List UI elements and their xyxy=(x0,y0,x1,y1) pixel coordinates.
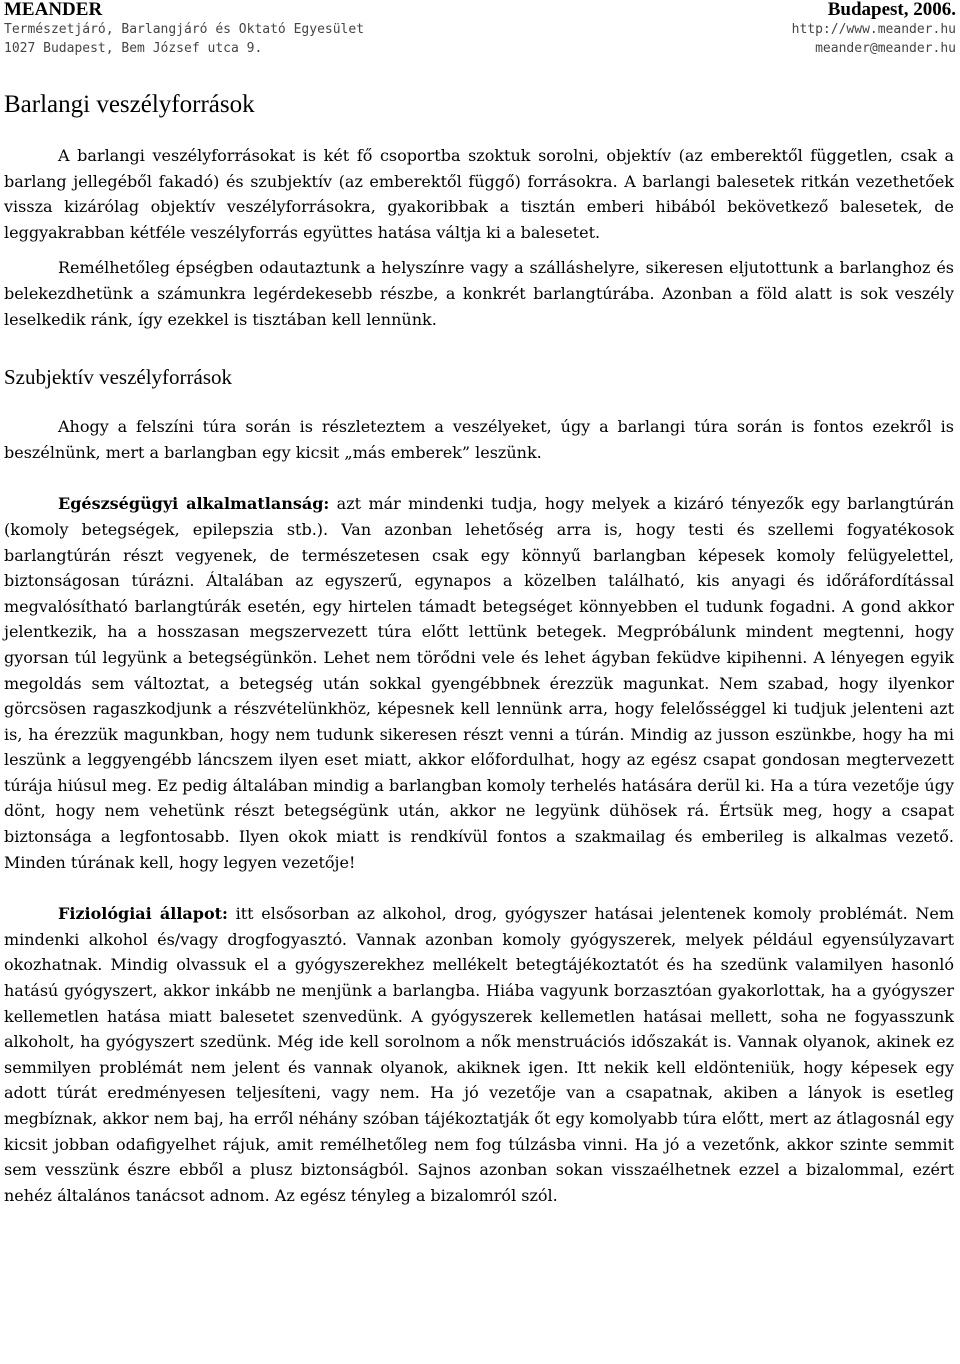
org-address: 1027 Budapest, Bem József utca 9. xyxy=(4,41,263,56)
health-lead: Egészségügyi alkalmatlanság: xyxy=(58,494,330,514)
health-paragraph xyxy=(4,491,954,875)
email-link[interactable]: meander@meander.hu xyxy=(815,41,956,56)
spacer xyxy=(4,245,954,255)
org-full-name: Természetjáró, Barlangjáró és Oktató Egyesület xyxy=(4,22,365,37)
spacer xyxy=(4,390,954,414)
document-body xyxy=(4,143,954,1208)
intro-paragraph-1: A barlangi veszélyforrásokat is két fő csoportba szoktuk sorolni, objektív (az emberektől független, csak a barlang jellegéből fakadó) és szubjektív (az emberektől függő) forrásokra. A barlangi balesetek ritkán vezethetőek vissza kizárólag objektív veszélyforrásokra, gyakoribbak a tisztán emberi hibából bekövetkező balesetek, de leggyakrabban kétféle veszélyforrás együttes hatása váltja ki a balesetet. xyxy=(4,146,954,242)
physiology-text: itt elsősorban az alkohol, drog, gyógyszer hatásai jelentenek komoly problémát. Nem mindenki alkohol és/vagy drogfogyasztó. Vannak azonban komoly gyógyszerek, melyek például egyensúlyzavart okozhatnak. Mindig olvassuk el a gyógyszerekhez mellékelt betegtájékoztatót és ha szedünk valamilyen hasonló hatású gyógyszert, akkor inkább ne menjünk a barlangba. Hiába vagyunk borzasztóan gyakorlottak, ha a gyógyszer kellemetlen hatása miatt balesetet szenvedünk. A gyógyszerek kellemetlen hatásai mellett, soha ne fogyasszunk alkoholt, ha gyógyszert szedünk. Még ide kell sorolnom a nők menstruációs időszakát is. Vannak olyanok, akinek ez semmilyen problémát nem jelent és vannak olyanok, akiknek igen. Itt nekik kell eldönteniük, hogy képesek egy adott túrát eredményesen teljesíteni, vagy nem. Ha jó vezetője van a csapatnak, akiben a lányok is esetleg megbíznak, akkor nem baj, ha erről néhány szóban tájékoztatják őt egy komolyabb túra előtt, mert az átlagosnál egy kicsit jobban odafigyelhet rájuk, amit remélhetőleg nem fog túlzásba vinni. Ha jó a vezetőnk, akkor szinte semmit sem vesszünk észre ebből a plusz biztonságból. Sajnos azonban sokan visszaélhetnek ezzel a bizalommal, ezért nehéz általános tanácsot adnom. Az egész tényleg a bizalomról szól. xyxy=(4,904,954,1205)
place-date: Budapest, 2006. xyxy=(827,0,956,20)
header-row-middle xyxy=(4,20,956,39)
page-header xyxy=(4,0,956,64)
header-row-top xyxy=(4,0,956,20)
section-title: Szubjektív veszélyforrások xyxy=(4,365,233,390)
page-title: Barlangi veszélyforrások xyxy=(4,91,255,118)
spacer xyxy=(4,875,954,901)
header-row-bottom xyxy=(4,39,956,58)
spacer xyxy=(4,465,954,491)
org-name: MEANDER xyxy=(4,0,103,20)
physiology-lead: Fiziológiai állapot: xyxy=(58,904,228,924)
intro-paragraph-2: Remélhetőleg épségben odautaztunk a helyszínre vagy a szálláshelyre, sikeresen eljutottunk a barlanghoz és belekezdhetünk a számunkra legérdekesebb részbe, a konkrét barlangtúrába. Azonban a föld alatt is sok veszély leselkedik ránk, így ezekkel is tisztában kell lennünk. xyxy=(4,258,954,329)
spacer xyxy=(4,332,954,364)
physiology-paragraph xyxy=(4,901,954,1208)
section-intro-paragraph: Ahogy a felszíni túra során is részleteztem a veszélyeket, úgy a barlangi túra során is fontos ezekről is beszélnünk, mert a barlangban egy kicsit „más emberek” leszünk. xyxy=(4,417,954,462)
health-text: azt már mindenki tudja, hogy melyek a kizáró tényezők egy barlangtúrán (komoly betegségek, epilepszia stb.). Van azonban lehetőség arra is, hogy testi és szellemi fogyatékosok barlangtúrán részt vegyenek, de természetesen csak egy könnyű barlangban képesek komoly felügyelettel, biztonságosan túrázni. Általában az egyszerű, egynapos a közelben található, kis anyagi és időráfordítással megvalósítható barlangtúrák esetén, egy hirtelen támadt betegséget könnyebben el tudunk fogadni. A gond akkor jelentkezik, ha a hosszasan megszervezett túra előtt lettünk betegek. Megpróbálunk mindent megtenni, hogy gyorsan túl legyünk a betegségünkön. Lehet nem törődni vele és lehet ágyban feküdve kipihenni. A lényegen egyik megoldás sem változtat, a betegség után sokkal gyengébbnek érezzük magunkat. Nem szabad, hogy ilyenkor görcsösen ragaszkodjunk a részvételünkhöz, képesnek kell lennünk arra, hogy felelősséggel ki tudjuk jelenteni azt is, ha érezzük magunkban, hogy nem tudunk sikeresen részt venni a túrán. Mindig az jusson eszünkbe, hogy ha mi leszünk a leggyengébb láncszem ilyen eset miatt, akkor előfordulhat, hogy az egész csapat gondosan megtervezett túrája hiúsul meg. Ez pedig általában mindig a barlangban komoly terhelés hatására derül ki. Ha a túra vezetője úgy dönt, hogy nem vehetünk részt betegségünk után, akkor ne legyünk dühösek rá. Értsük meg, hogy a csapat biztonsága a legfontosabb. Ilyen okok miatt is rendkívül fontos a szakmailag és emberileg is alkalmas vezető. Minden túrának kell, hogy legyen vezetője! xyxy=(4,494,954,872)
website-link[interactable]: http://www.meander.hu xyxy=(791,22,956,37)
